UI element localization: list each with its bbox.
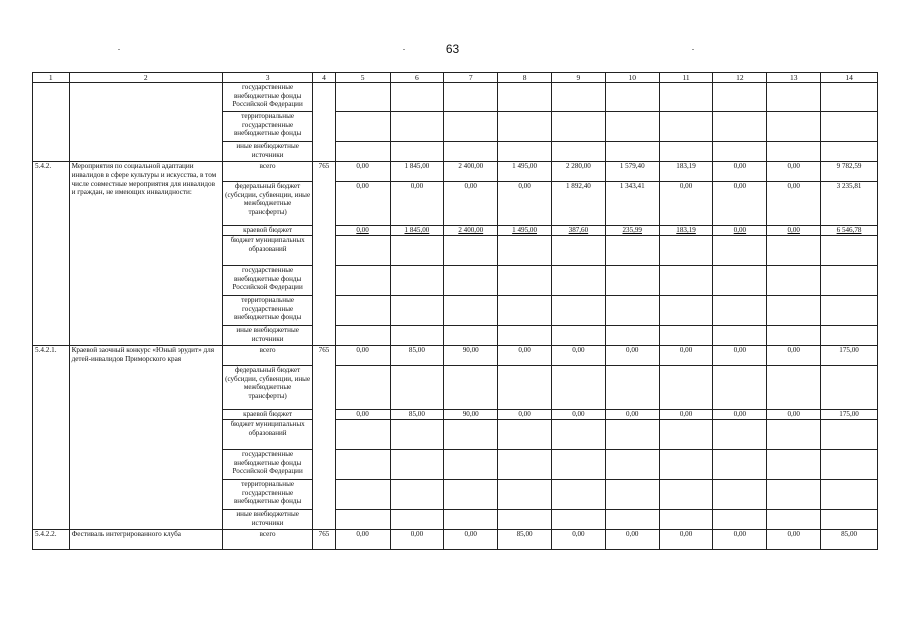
item-code: 5.4.2.1. (33, 346, 70, 530)
column-header: 14 (821, 73, 878, 83)
source-label: государственные внебюджетные фонды Российской Федерации (222, 266, 312, 296)
value-cell: 2 400,00 (444, 162, 498, 182)
value-cell: 1 579,40 (605, 162, 659, 182)
value-cell: 0,00 (659, 346, 713, 366)
value-cell: 1 845,00 (390, 226, 444, 236)
value-cell: 0,00 (444, 182, 498, 226)
value-cell: 0,00 (335, 226, 390, 236)
value-cell: 0,00 (767, 162, 821, 182)
value-cell: 0,00 (335, 530, 390, 550)
value-cell: 0,00 (444, 530, 498, 550)
item-name: Мероприятия по социальной адаптации инвалидов в сфере культуры и искусства, в том числе совместные мероприятия для инвалидов и граждан, не имеющих инвалидности: (69, 162, 222, 346)
value-cell: 1 495,00 (498, 162, 552, 182)
value-cell: 0,00 (551, 530, 605, 550)
value-cell: 0,00 (390, 182, 444, 226)
code-cell (33, 83, 70, 162)
value-cell: 1 845,00 (390, 162, 444, 182)
value-cell: 0,00 (659, 182, 713, 226)
col4-value: 765 (313, 162, 335, 346)
value-cell: 183,19 (659, 162, 713, 182)
scan-speck (403, 49, 405, 50)
value-cell: 0,00 (767, 226, 821, 236)
table-row (33, 530, 878, 550)
value-cell: 1 495,00 (498, 226, 552, 236)
column-header: 12 (713, 73, 767, 83)
item-name: Краевой заочный конкурс «Юный эрудит» для детей-инвалидов Приморского края (69, 346, 222, 530)
value-cell: 0,00 (659, 410, 713, 420)
value-cell: 0,00 (713, 162, 767, 182)
value-cell: 0,00 (498, 182, 552, 226)
value-cell: 0,00 (713, 410, 767, 420)
column-header: 13 (767, 73, 821, 83)
column-header: 11 (659, 73, 713, 83)
value-cell: 0,00 (605, 410, 659, 420)
value-cell: 0,00 (390, 530, 444, 550)
source-label: краевой бюджет (222, 410, 312, 420)
col4-cell (313, 83, 335, 162)
column-header: 2 (69, 73, 222, 83)
value-cell: 0,00 (335, 182, 390, 226)
page-number: 63 (445, 42, 460, 56)
value-cell: 0,00 (498, 410, 552, 420)
value-cell: 175,00 (821, 410, 878, 420)
value-cell: 85,00 (390, 410, 444, 420)
source-label: территориальные государственные внебюджетные фонды (222, 480, 312, 510)
value-cell: 387,60 (551, 226, 605, 236)
scan-speck (118, 49, 120, 50)
scan-speck (692, 49, 694, 50)
source-label: всего (222, 346, 312, 366)
value-cell: 0,00 (335, 346, 390, 366)
value-cell: 0,00 (335, 162, 390, 182)
item-code: 5.4.2. (33, 162, 70, 346)
source-label: краевой бюджет (222, 226, 312, 236)
column-header: 6 (390, 73, 444, 83)
item-code: 5.4.2.2. (33, 530, 70, 550)
value-cell: 0,00 (605, 346, 659, 366)
value-cell: 0,00 (551, 346, 605, 366)
source-label: федеральный бюджет (субсидии, субвенции, иные межбюджетные трансферты) (222, 366, 312, 410)
column-header: 4 (313, 73, 335, 83)
value-cell: 85,00 (390, 346, 444, 366)
source-label: бюджет муниципальных образований (222, 420, 312, 450)
value-cell: 0,00 (767, 346, 821, 366)
value-cell: 2 400,00 (444, 226, 498, 236)
value-cell: 0,00 (498, 346, 552, 366)
value-cell: 1 892,40 (551, 182, 605, 226)
value-cell: 3 235,81 (821, 182, 878, 226)
value-cell: 0,00 (713, 346, 767, 366)
value-cell: 0,00 (767, 410, 821, 420)
value-cell: 85,00 (498, 530, 552, 550)
value-cell: 0,00 (767, 530, 821, 550)
column-header: 5 (335, 73, 390, 83)
source-label: всего (222, 162, 312, 182)
column-number-row (33, 73, 878, 83)
value-cell: 0,00 (551, 410, 605, 420)
value-cell: 90,00 (444, 410, 498, 420)
column-header: 3 (222, 73, 312, 83)
col4-value: 765 (313, 346, 335, 530)
column-header: 8 (498, 73, 552, 83)
value-cell: 2 280,00 (551, 162, 605, 182)
column-header: 9 (551, 73, 605, 83)
budget-table (32, 72, 878, 550)
value-cell: 0,00 (335, 410, 390, 420)
source-label: всего (222, 530, 312, 550)
value-cell: 175,00 (821, 346, 878, 366)
col4-value: 765 (313, 530, 335, 550)
value-cell: 85,00 (821, 530, 878, 550)
source-label: иные внебюджетные источники (222, 510, 312, 530)
source-label: иные внебюджетные источники (222, 142, 312, 162)
value-cell: 0,00 (605, 530, 659, 550)
value-cell: 235,99 (605, 226, 659, 236)
value-cell: 0,00 (659, 530, 713, 550)
column-header: 7 (444, 73, 498, 83)
column-header: 10 (605, 73, 659, 83)
value-cell: 90,00 (444, 346, 498, 366)
value-cell: 183,19 (659, 226, 713, 236)
value-cell: 0,00 (767, 182, 821, 226)
source-label: федеральный бюджет (субсидии, субвенции, иные межбюджетные трансферты) (222, 182, 312, 226)
table-row (33, 346, 878, 366)
source-label: иные внебюджетные источники (222, 326, 312, 346)
table-row (33, 162, 878, 182)
value-cell: 1 343,41 (605, 182, 659, 226)
source-label: бюджет муниципальных образований (222, 236, 312, 266)
value-cell: 0,00 (713, 182, 767, 226)
column-header: 1 (33, 73, 70, 83)
value-cell: 6 546,78 (821, 226, 878, 236)
source-label: государственные внебюджетные фонды Российской Федерации (222, 83, 312, 112)
value-cell: 0,00 (713, 530, 767, 550)
value-cell: 0,00 (713, 226, 767, 236)
value-cell: 9 782,59 (821, 162, 878, 182)
source-label: территориальные государственные внебюджетные фонды (222, 296, 312, 326)
source-label: государственные внебюджетные фонды Российской Федерации (222, 450, 312, 480)
item-name: Фестиваль интегрированного клуба (69, 530, 222, 550)
name-cell (69, 83, 222, 162)
table-row (33, 83, 878, 112)
source-label: территориальные государственные внебюджетные фонды (222, 112, 312, 142)
